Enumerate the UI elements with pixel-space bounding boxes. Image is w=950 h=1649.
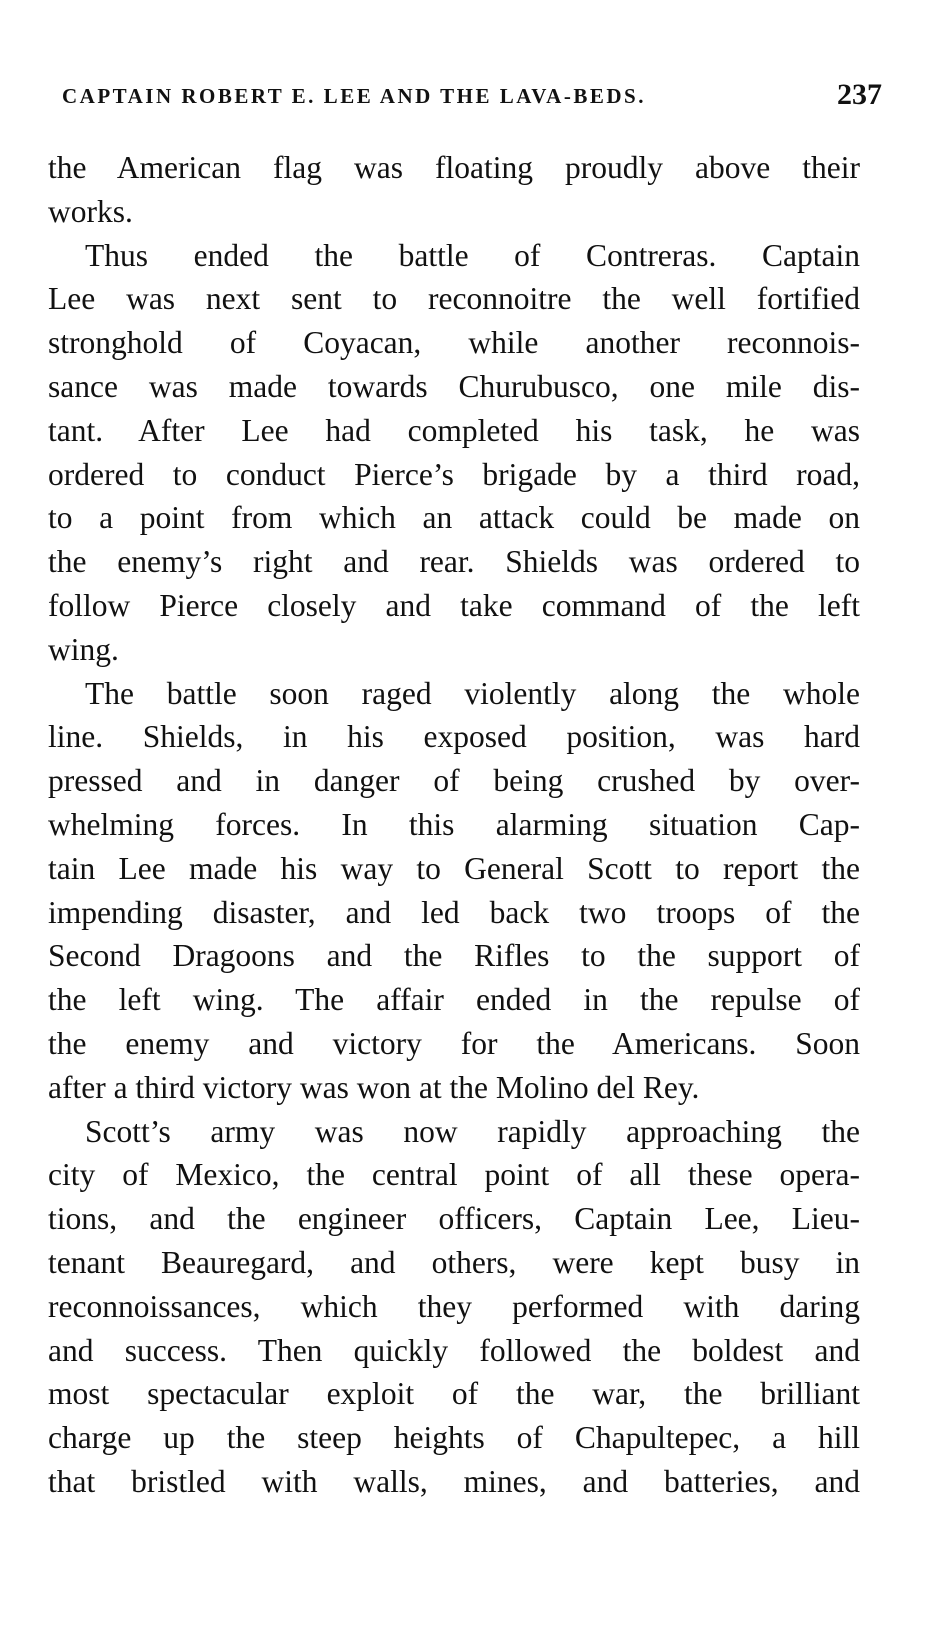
text-line: to a point from which an attack could be made on (48, 500, 860, 536)
page-number: 237 (837, 78, 882, 111)
text-line: charge up the steep heights of Chapultepec, a hill (48, 1420, 860, 1456)
text-line: ordered to conduct Pierce’s brigade by a third road, (48, 456, 860, 492)
text-line: reconnoissances, which they performed with daring (48, 1288, 860, 1324)
text-line: stronghold of Coyacan, while another reconnois- (48, 325, 860, 361)
text-line: line. Shields, in his exposed position, was hard (48, 719, 860, 755)
text-line: city of Mexico, the central point of all these opera- (48, 1157, 860, 1193)
text-line: sance was made towards Churubusco, one mile dis- (48, 368, 860, 404)
text-line: the enemy and victory for the Americans. Soon (48, 1025, 860, 1061)
text-line: after a third victory was won at the Molino del Rey. (48, 1069, 700, 1105)
text-line: Thus ended the battle of Contreras. Captain (85, 237, 860, 273)
text-line: the enemy’s right and rear. Shields was ordered to (48, 544, 860, 580)
body-text (48, 146, 860, 1504)
text-line: The battle soon raged violently along the whole (85, 675, 860, 711)
text-line: wing. (48, 631, 119, 667)
text-line: tant. After Lee had completed his task, he was (48, 412, 860, 448)
text-line: Second Dragoons and the Rifles to the support of (48, 938, 860, 974)
text-line: that bristled with walls, mines, and batteries, and (48, 1463, 860, 1499)
text-line: the left wing. The affair ended in the repulse of (48, 982, 860, 1018)
text-line: works. (48, 193, 133, 229)
text-line: Scott’s army was now rapidly approaching the (85, 1113, 860, 1149)
text-line: the American flag was floating proudly above their (48, 150, 860, 185)
text-line: impending disaster, and led back two troops of the (48, 894, 860, 930)
running-head: CAPTAIN ROBERT E. LEE AND THE LAVA-BEDS. (62, 84, 646, 108)
page-header (62, 78, 882, 118)
text-line: tain Lee made his way to General Scott to report the (48, 850, 860, 886)
text-line: tions, and the engineer officers, Captain Lee, Lieu- (48, 1201, 860, 1237)
text-line: and success. Then quickly followed the boldest and (48, 1332, 860, 1368)
text-line: tenant Beauregard, and others, were kept busy in (48, 1244, 860, 1280)
text-line: Lee was next sent to reconnoitre the well fortified (48, 281, 860, 317)
text-line: follow Pierce closely and take command of the left (48, 587, 860, 623)
text-line: pressed and in danger of being crushed by over- (48, 763, 860, 799)
text-line: whelming forces. In this alarming situation Cap- (48, 806, 860, 842)
text-line: most spectacular exploit of the war, the brilliant (48, 1376, 860, 1412)
